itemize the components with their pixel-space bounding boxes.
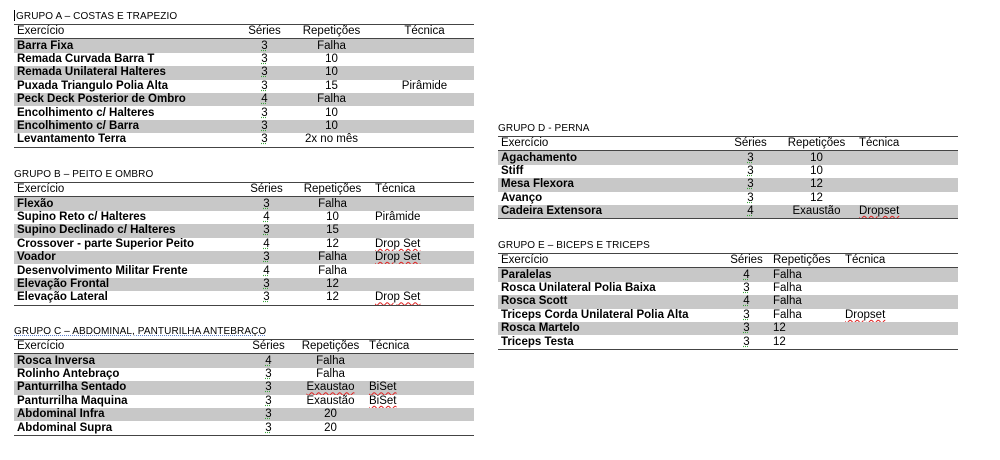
reps-cell: Falha [770,268,842,282]
header-exercise: Exercício [14,25,238,39]
reps-cell: 12 [290,291,372,305]
series-cell: 3 [238,66,288,79]
table-row [14,381,474,394]
technique-cell [372,66,474,79]
series-cell: 3 [747,164,754,177]
reps-cell: Falha [292,354,366,368]
reps-cell: Falha [773,281,802,294]
header-series: Séries [242,340,292,354]
technique-cell: Dropset [845,308,886,321]
exercise-cell: Supino Declinado c/ Halteres [14,224,240,237]
technique-cell [372,224,474,237]
header-reps: Repetições [770,254,842,268]
exercise-cell: Rosca Inversa [14,354,242,368]
series-cell: 3 [240,224,290,237]
group-b [14,168,474,306]
table-row [14,93,474,106]
exercise-cell: Levantamento Terra [14,133,238,147]
group-c [14,325,474,436]
reps-cell: Falha [773,308,802,321]
reps-cell: 12 [770,335,842,349]
exercise-cell: Puxada Triangulo Polia Alta [17,79,169,92]
header-reps: Repetições [290,183,372,197]
series-cell: 3 [265,394,272,407]
technique-cell [842,282,958,295]
exercise-cell: Agachamento [498,151,724,165]
exercise-cell: Mesa Flexora [498,178,724,191]
technique-cell [856,151,958,165]
technique-cell: Pirâmide [401,79,448,92]
technique-cell [856,178,958,191]
header-reps: Repetições [774,137,856,151]
header-technique: Técnica [842,254,958,268]
exercise-cell: Paralelas [498,268,720,282]
exercise-cell: Voador [14,251,240,264]
table-header-row [498,137,958,151]
series-cell: 4 [263,210,270,223]
series-cell: 3 [240,291,290,305]
reps-cell: Falha [290,251,372,264]
table-row [14,408,474,421]
exercise-cell: Stiff [501,164,524,177]
technique-cell [842,335,958,349]
reps-cell: 12 [290,278,372,291]
table-row [14,421,474,435]
header-series: Séries [238,25,288,39]
exercise-cell: Elevação Lateral [14,291,240,305]
series-cell: 3 [238,133,288,147]
reps-cell: 12 [774,178,856,191]
table-row [498,322,958,335]
table-row [498,282,958,295]
exercise-cell: Avanço [501,191,543,204]
table-row [498,295,958,308]
reps-cell: 10 [288,120,372,133]
exercise-cell: Remada Curvada Barra T [17,52,155,65]
reps-cell: 12 [326,237,339,250]
table-row [14,264,474,277]
table-row [14,395,474,408]
series-cell: 3 [242,408,292,421]
exercise-cell: Barra Fixa [14,39,238,53]
table-row [14,133,474,147]
series-cell: 3 [238,39,288,53]
reps-cell: Falha [770,295,842,308]
exercise-cell: Rosca Unilateral Polia Baixa [501,281,656,294]
series-cell: 3 [261,52,268,65]
technique-cell [842,295,958,308]
reps-cell: 10 [810,164,823,177]
table-row [14,368,474,381]
group-b-title: GRUPO B – PEITO E OMBRO [14,169,154,180]
text-cursor [14,10,15,21]
reps-cell: Falha [290,197,372,211]
table-row [498,335,958,349]
technique-cell [366,421,474,435]
technique-cell [372,53,474,66]
table-header-row [498,254,958,268]
exercise-cell: Encolhimento c/ Barra [14,120,238,133]
series-cell: 3 [242,381,292,394]
table-row [498,178,958,191]
technique-cell: Pirâmide [375,210,421,223]
technique-cell: Dropset [856,205,958,219]
series-cell: 3 [261,79,268,92]
reps-cell: Falha [318,264,347,277]
technique-cell [856,192,958,205]
header-exercise: Exercício [498,254,720,268]
exercise-cell: Peck Deck Posterior de Ombro [14,93,238,106]
series-cell: 3 [238,120,288,133]
group-a-table [14,24,474,148]
series-cell: 4 [263,237,270,250]
exercise-cell: Rosca Martelo [498,322,720,335]
table-row [14,224,474,237]
series-cell: 3 [240,251,290,264]
table-row [14,120,474,133]
table-row [14,251,474,264]
technique-cell [366,368,474,381]
reps-cell: 15 [325,79,338,92]
technique-cell [842,322,958,335]
series-cell: 4 [720,268,770,282]
series-cell: 4 [263,264,270,277]
table-row [14,211,474,224]
technique-cell [372,197,474,211]
reps-cell: Exaustão [306,394,355,407]
exercise-cell: Cadeira Extensora [498,205,724,219]
technique-cell: BiSet [369,394,397,407]
exercise-cell: Flexão [14,197,240,211]
reps-cell: 12 [770,322,842,335]
header-exercise: Exercício [14,183,240,197]
group-d [498,122,958,219]
table-row [498,309,958,322]
group-a [14,10,474,148]
table-row [14,354,474,368]
series-cell: 3 [720,322,770,335]
technique-cell [372,264,474,277]
table-header-row [14,25,474,39]
reps-cell: 10 [774,151,856,165]
table-row [14,106,474,119]
table-row [498,268,958,282]
table-header-row [14,183,474,197]
header-exercise: Exercício [14,340,242,354]
group-c-title: GRUPO C – ABDOMINAL, PANTURILHA ANTEBRAÇO [14,326,267,337]
technique-cell [366,354,474,368]
header-reps: Repetições [288,25,372,39]
exercise-cell: Panturrilha Sentado [14,381,242,394]
series-cell: 3 [265,367,272,380]
group-d-table [498,136,958,219]
header-technique: Técnica [856,137,958,151]
reps-cell: Falha [288,39,372,53]
table-row [14,238,474,251]
table-row [14,278,474,291]
group-c-table [14,339,474,436]
table-row [498,151,958,165]
group-e-title: GRUPO E – BICEPS E TRICEPS [498,240,650,251]
series-cell: 3 [724,151,774,165]
exercise-cell: Triceps Testa [498,335,720,349]
reps-cell: Falha [288,93,372,106]
header-exercise: Exercício [498,137,724,151]
exercise-cell: Supino Reto c/ Halteres [17,210,147,223]
technique-cell: Drop Set [372,251,474,264]
header-series: Séries [720,254,770,268]
series-cell: 4 [720,295,770,308]
exercise-cell: Abdominal Supra [14,421,242,435]
technique-cell [366,408,474,421]
exercise-cell: Triceps Corda Unilateral Polia Alta [501,308,689,321]
series-cell: 3 [261,106,268,119]
exercise-cell: Rosca Scott [498,295,720,308]
reps-cell: Exaustao [292,381,366,394]
technique-cell [372,93,474,106]
technique-cell [842,268,958,282]
group-e-table [498,253,958,350]
series-cell: 4 [242,354,292,368]
series-cell: 3 [242,421,292,435]
technique-cell [372,39,474,53]
table-header-row [14,340,474,354]
header-series: Séries [724,137,774,151]
group-d-title: GRUPO D - PERNA [498,123,590,134]
table-row [14,291,474,305]
table-row [14,39,474,53]
group-e [498,239,958,350]
technique-cell: Drop Set [375,237,421,250]
exercise-cell: Desenvolvimento Militar Frente [17,264,188,277]
series-cell: 3 [720,335,770,349]
reps-cell: 15 [290,224,372,237]
header-series: Séries [240,183,290,197]
exercise-cell: Abdominal Infra [14,408,242,421]
reps-cell: 20 [292,408,366,421]
exercise-cell: Elevação Frontal [14,278,240,291]
group-a-title: GRUPO A – COSTAS E TRAPEZIO [16,11,178,22]
series-cell: 4 [724,205,774,219]
table-row [498,165,958,178]
table-row [14,66,474,79]
reps-cell: 10 [325,52,338,65]
series-cell: 4 [238,93,288,106]
header-technique: Técnica [366,340,474,354]
reps-cell: 10 [325,106,338,119]
series-cell: 3 [743,308,750,321]
reps-cell: 20 [292,421,366,435]
table-row [498,192,958,205]
exercise-cell: Panturrilha Maquina [17,394,128,407]
reps-cell: 12 [810,191,823,204]
exercise-cell: Remada Unilateral Halteres [14,66,238,79]
reps-cell: 10 [288,66,372,79]
table-row [14,53,474,66]
reps-cell: Falha [316,367,345,380]
series-cell: 3 [747,191,754,204]
series-cell: 3 [240,278,290,291]
group-b-table [14,182,474,306]
technique-cell [372,120,474,133]
series-cell: 3 [240,197,290,211]
technique-cell [372,133,474,147]
reps-cell: 10 [326,210,339,223]
table-row [14,197,474,211]
table-row [14,80,474,93]
exercise-cell: Encolhimento c/ Halteres [17,106,155,119]
technique-cell: BiSet [366,381,474,394]
header-reps: Repetições [292,340,366,354]
table-row [498,205,958,219]
technique-cell [372,278,474,291]
exercise-cell: Rolinho Antebraço [17,367,120,380]
reps-cell: Exaustão [774,205,856,219]
technique-cell [856,165,958,178]
series-cell: 3 [724,178,774,191]
reps-cell: 2x no mês [288,133,372,147]
header-technique: Técnica [372,183,474,197]
technique-cell: Drop Set [372,291,474,305]
exercise-cell: Crossover - parte Superior Peito [17,237,195,250]
header-technique: Técnica [372,25,474,39]
technique-cell [372,106,474,119]
series-cell: 3 [743,281,750,294]
